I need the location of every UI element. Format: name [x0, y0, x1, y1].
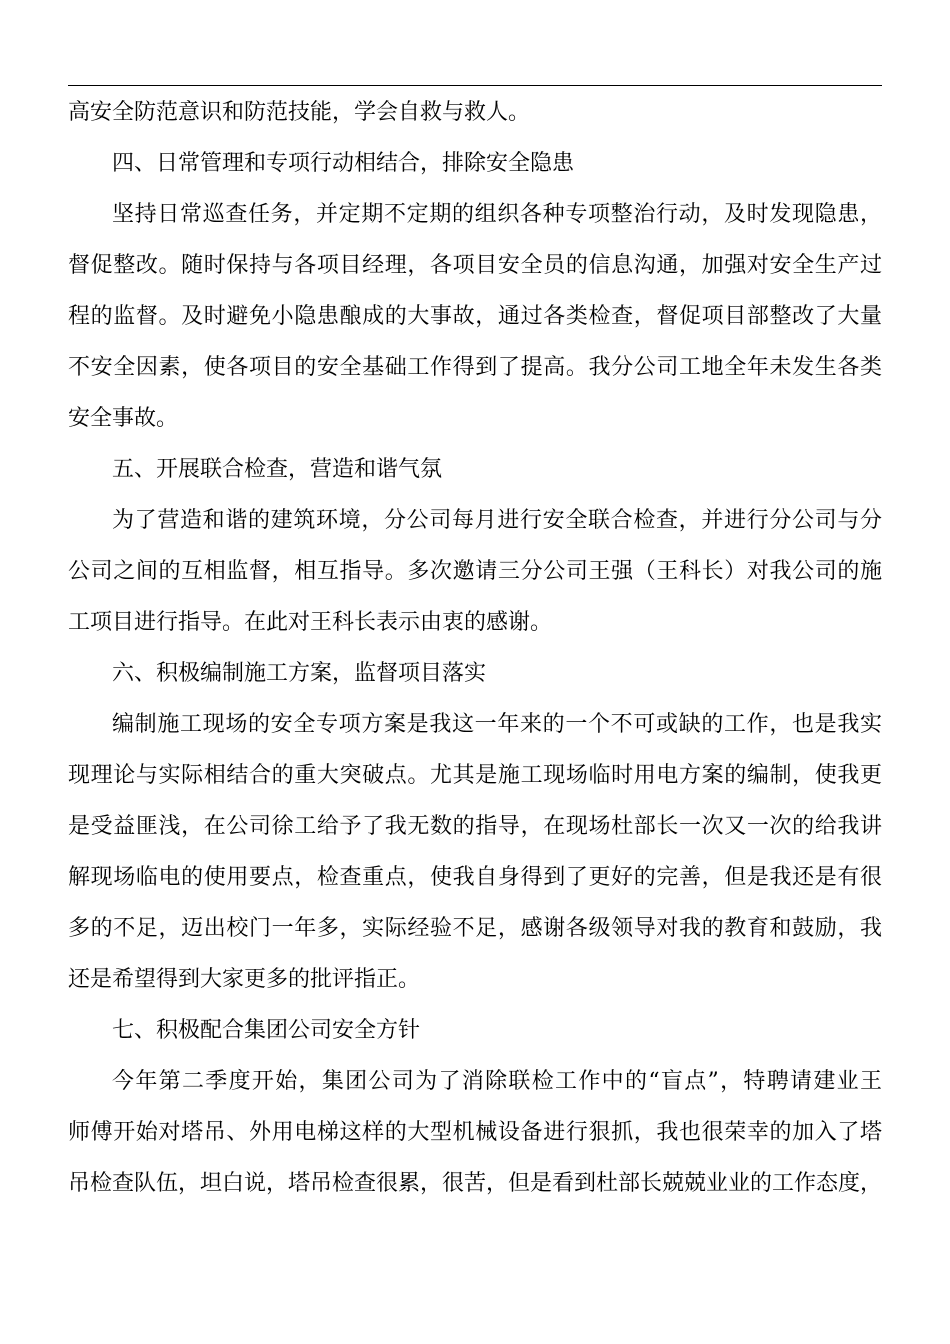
header-rule — [68, 85, 882, 86]
section-heading-6 — [68, 648, 882, 699]
paragraph-continuation — [68, 87, 882, 138]
text-line: 多的不足，迈出校门一年多，实际经验不足，感谢各级领导对我的教育和鼓励，我 — [68, 916, 882, 941]
text-line: 现理论与实际相结合的重大突破点。尤其是施工现场临时用电方案的编制，使我更 — [68, 763, 882, 788]
heading-line: 七、积极配合集团公司安全方针 — [112, 1018, 421, 1043]
text-line: 解现场临电的使用要点，检查重点，使我自身得到了更好的完善，但是我还是有很 — [68, 865, 882, 890]
text-line: 督促整改。随时保持与各项目经理，各项目安全员的信息沟通，加强对安全生产过 — [68, 253, 882, 278]
text-line: 高安全防范意识和防范技能，学会自救与救人。 — [68, 100, 531, 125]
paragraph-group-policy — [68, 1056, 882, 1209]
text-line: 是受益匪浅，在公司徐工给予了我无数的指导，在现场杜部长一次又一次的给我讲 — [68, 814, 882, 839]
text-line: 吊检查队伍，坦白说，塔吊检查很累，很苦，但是看到杜部长兢兢业业的工作态度， — [68, 1171, 882, 1196]
text-line: 今年第二季度开始，集团公司为了消除联检工作中的“盲点”，特聘请建业王 — [112, 1069, 882, 1094]
heading-line: 五、开展联合检查，营造和谐气氛 — [112, 457, 443, 482]
text-line: 还是希望得到大家更多的批评指正。 — [68, 967, 421, 992]
document-body — [68, 87, 882, 1209]
paragraph-construction-plan — [68, 699, 882, 1005]
text-line: 程的监督。及时避免小隐患酿成的大事故，通过各类检查，督促项目部整改了大量 — [68, 304, 882, 329]
heading-line: 六、积极编制施工方案，监督项目落实 — [112, 661, 487, 686]
section-heading-4 — [68, 138, 882, 189]
text-line: 坚持日常巡查任务，并定期不定期的组织各种专项整治行动，及时发现隐患， — [112, 202, 882, 227]
text-line: 编制施工现场的安全专项方案是我这一年来的一个不可或缺的工作，也是我实 — [112, 712, 882, 737]
section-heading-5 — [68, 444, 882, 495]
text-line: 不安全因素，使各项目的安全基础工作得到了提高。我分公司工地全年未发生各类 — [68, 355, 882, 380]
text-line: 安全事故。 — [68, 406, 179, 431]
text-line: 为了营造和谐的建筑环境，分公司每月进行安全联合检查，并进行分公司与分 — [112, 508, 882, 533]
text-line: 师傅开始对塔吊、外用电梯这样的大型机械设备进行狠抓，我也很荣幸的加入了塔 — [68, 1120, 882, 1145]
paragraph-joint-inspection — [68, 495, 882, 648]
text-line: 工项目进行指导。在此对王科长表示由衷的感谢。 — [68, 610, 553, 635]
section-heading-7 — [68, 1005, 882, 1056]
text-line: 公司之间的互相监督，相互指导。多次邀请三分公司王强（王科长）对我公司的施 — [68, 559, 882, 584]
paragraph-daily-inspection — [68, 189, 882, 444]
heading-line: 四、日常管理和专项行动相结合，排除安全隐患 — [112, 151, 575, 176]
